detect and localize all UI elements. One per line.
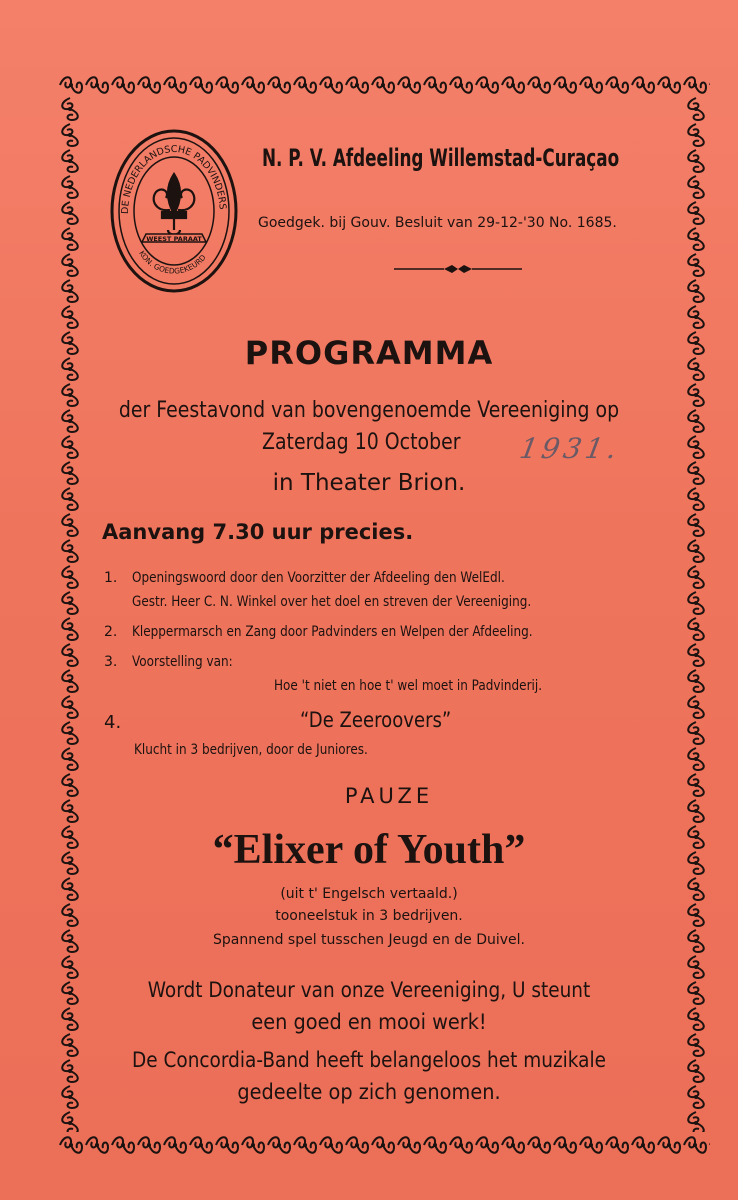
item-4-title: “De Zeeroovers” <box>300 708 452 732</box>
emblem-bottom-text: KON. GOEDGEKEURD <box>137 249 208 276</box>
item-3-line-2: Hoe 't niet en hoe t' wel moet in Padvinderij. <box>274 678 543 694</box>
pause-heading: PAUZE <box>344 784 434 808</box>
ornamental-border-bottom <box>58 1130 710 1160</box>
play-note-3: Spannend spel tusschen Jeugd en de Duivel. <box>212 932 526 948</box>
footer-line-2: een goed en mooi werk! <box>251 1010 487 1034</box>
emblem-ring-text: DE NEDERLANDSCHE PADVINDERS <box>119 143 228 215</box>
item-3-number: 3. <box>104 654 118 670</box>
item-4-number: 4. <box>104 712 122 733</box>
header-divider <box>394 262 522 276</box>
play-note-2: tooneelstuk in 3 bedrijven. <box>275 908 463 924</box>
play-title: “Elixer of Youth” <box>212 827 526 873</box>
item-1-line-1: Openingswoord door den Voorzitter der Afdeeling den WelEdl. <box>132 570 505 586</box>
fleur-de-lis-icon <box>154 174 195 235</box>
emblem-motto: WEEST PARAAT <box>146 235 202 243</box>
item-1-line-2: Gestr. Heer C. N. Winkel over het doel en streven der Vereeniging. <box>132 594 532 610</box>
footer-line-3: De Concordia-Band heeft belangeloos het muzikale <box>132 1048 606 1072</box>
handwritten-year: 1931. <box>517 432 624 465</box>
play-note-1: (uit t' Engelsch vertaald.) <box>280 886 458 902</box>
ornamental-border-top <box>58 70 710 100</box>
start-time: Aanvang 7.30 uur precies. <box>102 520 414 544</box>
intro-line-1: der Feestavond van bovengenoemde Vereeniging op <box>118 398 620 423</box>
footer-line-4: gedeelte op zich genomen. <box>237 1080 501 1104</box>
approval-line: Goedgek. bij Gouv. Besluit van 29-12-'30 No. 1685. <box>258 215 617 231</box>
intro-line-3: in Theater Brion. <box>272 470 466 496</box>
program-title: PROGRAMMA <box>244 334 494 372</box>
item-1-number: 1. <box>104 570 118 586</box>
intro-line-2: Zaterdag 10 October <box>262 430 461 455</box>
item-2-number: 2. <box>104 624 118 640</box>
organization-title: N. P. V. Afdeeling Willemstad-Curaçao <box>262 144 620 172</box>
item-2-line-1: Kleppermarsch en Zang door Padvinders en Welpen der Afdeeling. <box>132 624 533 640</box>
ornamental-border-right <box>682 96 710 1132</box>
footer-line-1: Wordt Donateur van onze Vereeniging, U steunt <box>147 978 591 1002</box>
item-4-line-2: Klucht in 3 bedrijven, door de Juniores. <box>134 742 368 758</box>
ornamental-border-left <box>56 96 84 1132</box>
item-3-line-1: Voorstelling van: <box>132 654 233 670</box>
scout-emblem <box>108 126 240 296</box>
